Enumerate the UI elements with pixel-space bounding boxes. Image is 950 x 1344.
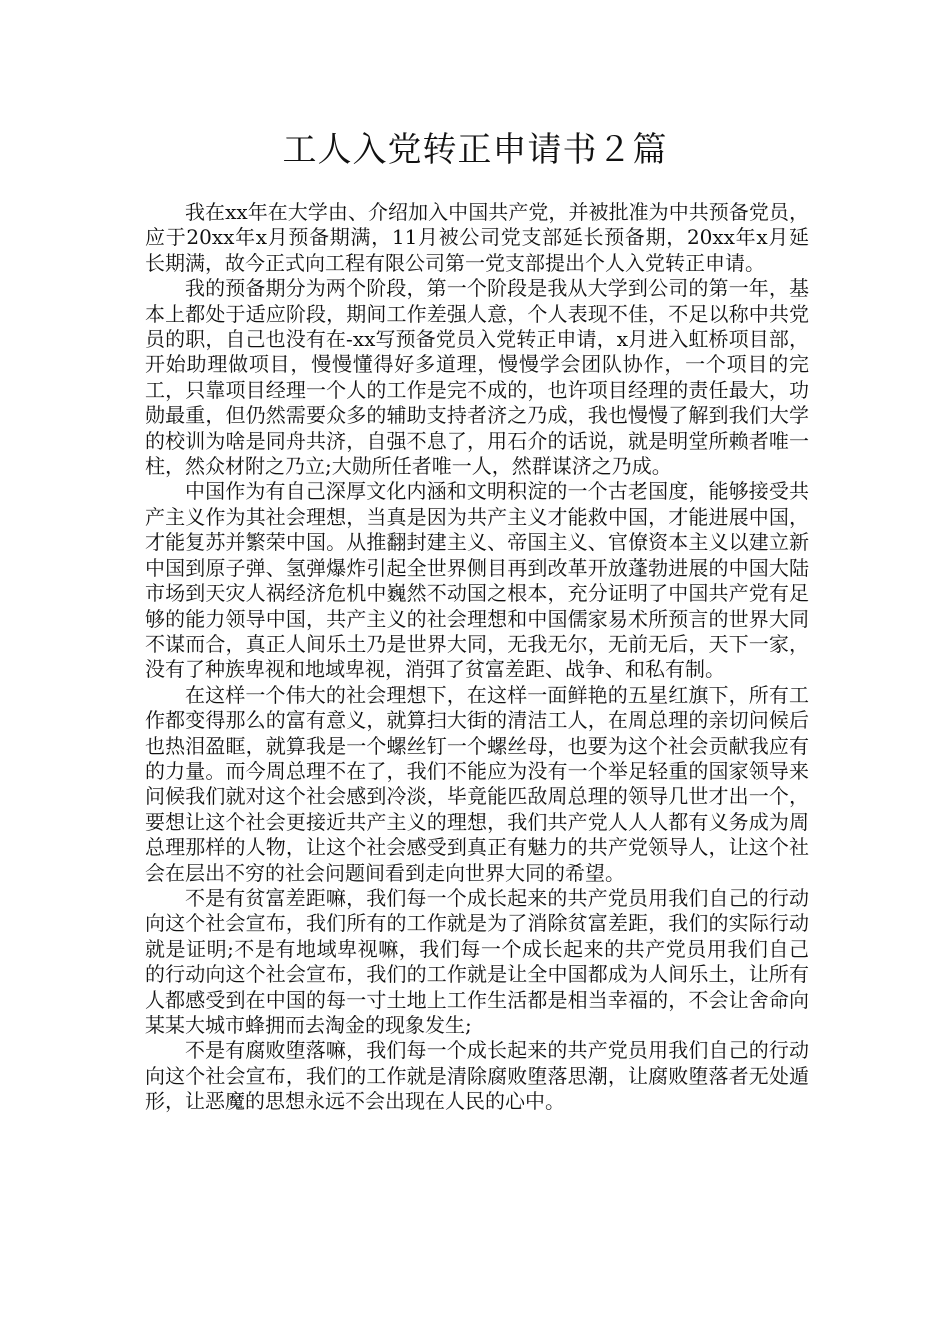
body-paragraph: 在这样一个伟大的社会理想下，在这样一面鲜艳的五星红旗下，所有工作都变得那么的富有意义，就算扫大街的清洁工人，在周总理的亲切问候后也热泪盈眶，就算我是一个螺丝钉一个螺丝母，也要为这个社会贡献我应有的力量。而今周总理不在了，我们不能应为没有一个举足轻重的国家领导来问候我们就对这个社会感到冷淡，毕竟能匹敌周总理的领导几世才出一个，要想让这个社会更接近共产主义的理想，我们共产党人人人都有义务成为周总理那样的人物，让这个社会感受到真正有魅力的共产党领导人，让这个社会在层出不穷的社会问题间看到走向世界大同的希望。 (145, 682, 809, 885)
body-paragraph: 我的预备期分为两个阶段，第一个阶段是我从大学到公司的第一年，基本上都处于适应阶段，期间工作差强人意，个人表现不佳，不足以称中共党员的职，自己也没有在-xx写预备党员入党转正申请，x月进入虹桥项目部，开始助理做项目，慢慢懂得好多道理，慢慢学会团队协作，一个项目的完工，只靠项目经理一个人的工作是完不成的，也许项目经理的责任最大，功勋最重，但仍然需要众多的辅助支持者济之乃成，我也慢慢了解到我们大学的校训为啥是同舟共济，自强不息了，用石介的话说，就是明堂所赖者唯一柱，然众材附之乃立;大勋所任者唯一人，然群谋济之乃成。 (145, 276, 809, 479)
body-paragraph: 不是有腐败堕落嘛，我们每一个成长起来的共产党员用我们自己的行动向这个社会宣布，我们的工作就是清除腐败堕落思潮，让腐败堕落者无处遁形，让恶魔的思想永远不会出现在人民的心中。 (145, 1038, 809, 1114)
body-paragraph: 中国作为有自己深厚文化内涵和文明积淀的一个古老国度，能够接受共产主义作为其社会理想，当真是因为共产主义才能救中国，才能进展中国，才能复苏并繁荣中国。从推翻封建主义、帝国主义、官僚资本主义以建立新中国到原子弹、氢弹爆炸引起全世界侧目再到改革开放蓬勃进展的中国大陆市场到天灾人祸经济危机中巍然不动国之根本，充分证明了中国共产党有足够的能力领导中国，共产主义的社会理想和中国儒家易术所预言的世界大同不谋而合，真正人间乐土乃是世界大同，无我无尔，无前无后，天下一家，没有了种族卑视和地域卑视，消弭了贫富差距、战争、和私有制。 (145, 479, 809, 682)
body-paragraph: 我在xx年在大学由、介绍加入中国共产党，并被批准为中共预备党员，应于20xx年x月预备期满，11月被公司党支部延长预备期，20xx年x月延长期满，故今正式向工程有限公司第一党支部提出个人入党转正申请。 (145, 200, 809, 275)
document-body (145, 200, 809, 1115)
document-title: 工人入党转正申请书２篇 (282, 130, 668, 170)
body-paragraph: 不是有贫富差距嘛，我们每一个成长起来的共产党员用我们自己的行动向这个社会宣布，我们所有的工作就是为了消除贫富差距，我们的实际行动就是证明;不是有地域卑视嘛，我们每一个成长起来的共产党员用我们自己的行动向这个社会宣布，我们的工作就是让全中国都成为人间乐土，让所有人都感受到在中国的每一寸土地上工作生活都是相当幸福的，不会让舍命向某某大城市蜂拥而去淘金的现象发生; (145, 885, 809, 1037)
